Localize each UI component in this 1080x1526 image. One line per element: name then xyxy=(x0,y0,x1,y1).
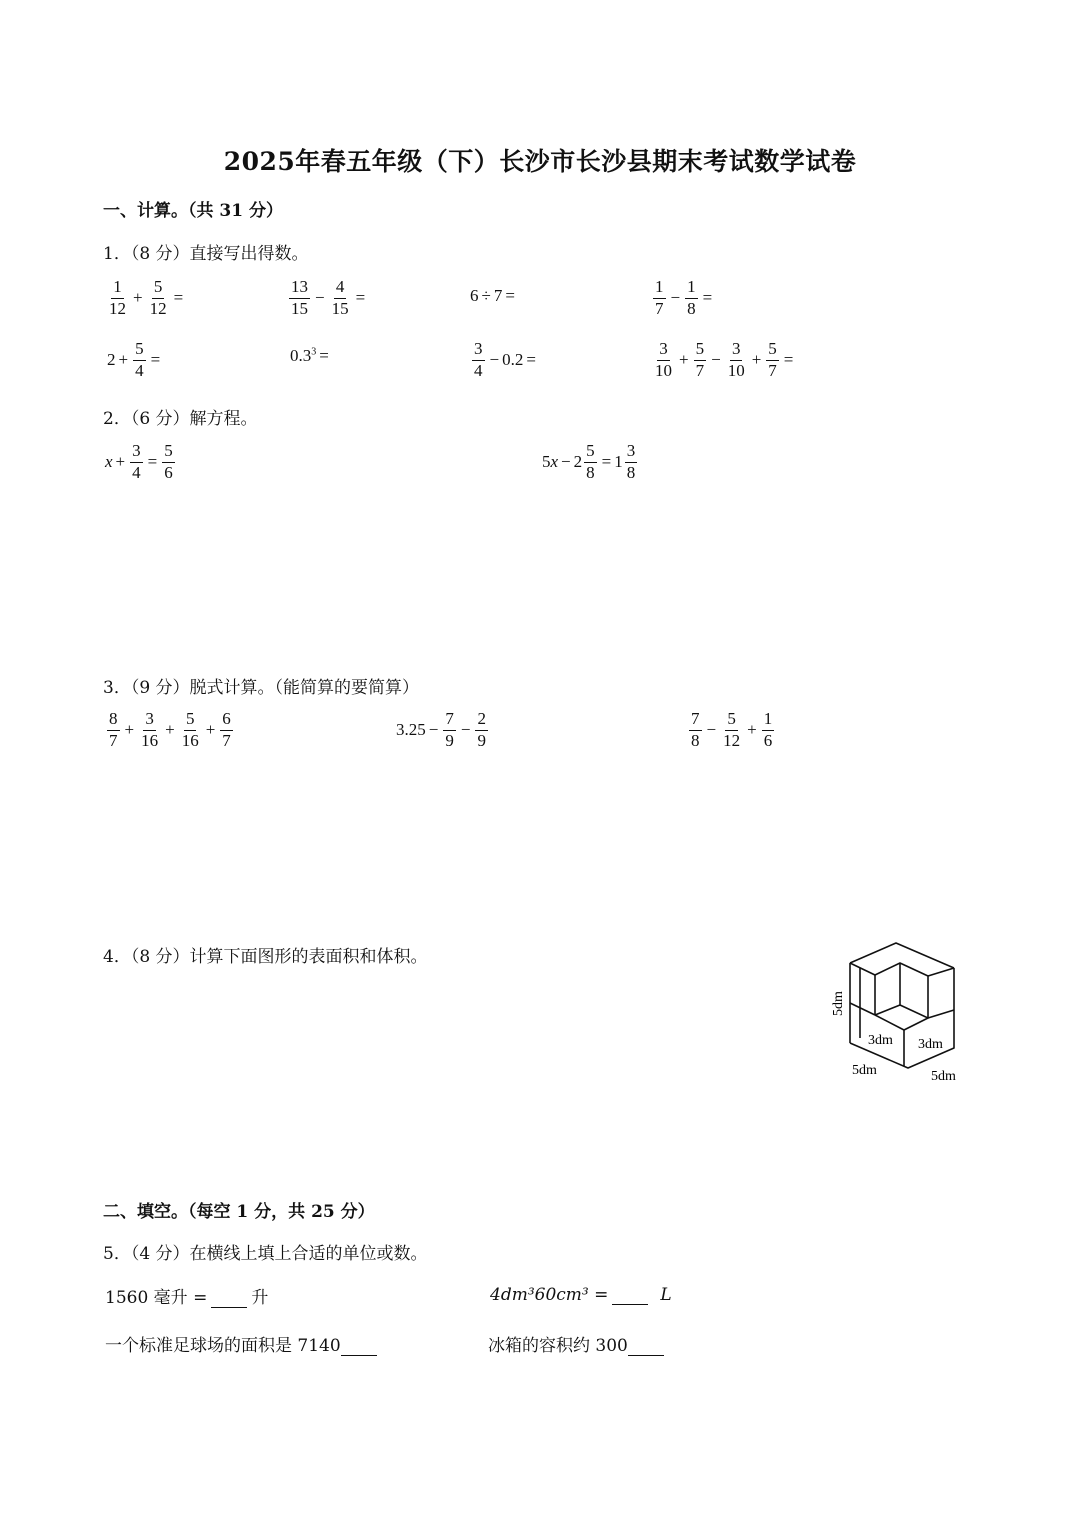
q3-label: 3．（9 分）脱式计算。（能简算的要简算） xyxy=(103,678,420,698)
q2-item-1: x + $\frac{3}{4}$ = $\frac{5}{6}$ xyxy=(105,441,173,482)
q1-item-1: $\frac{1}{12}$ + $\frac{5}{12}$ = xyxy=(109,277,184,318)
section-1-heading: 一、计算。（共 31 分） xyxy=(103,201,283,221)
q5-item-2-blank[interactable] xyxy=(612,1290,648,1305)
figure-label-cut-a: 3dm xyxy=(868,1033,893,1048)
q3-item-3: $\frac{7}{8}$ − $\frac{5}{12}$ + $\frac{1}{6}$ xyxy=(691,709,773,750)
q1-item-8: $\frac{3}{10}$ + $\frac{5}{7}$ − $\frac{3}{10}$ + $\frac{5}{7}$ = xyxy=(655,339,794,380)
q5-item-1-suffix: 升 xyxy=(251,1288,269,1308)
q5-item-1-prefix: 1560 毫升 = xyxy=(105,1288,208,1308)
q4-label: 4．（8 分）计算下面图形的表面积和体积。 xyxy=(103,947,428,967)
figure-label-depth: 5dm xyxy=(931,1069,956,1084)
q1-item-3: 6 ÷ 7 = xyxy=(470,286,515,305)
q3-item-2: 3.25 − $\frac{7}{9}$ − $\frac{2}{9}$ xyxy=(396,709,486,750)
q2-item-2: 5x − 2 $\frac{5}{8}$ = 1 $\frac{3}{8}$ xyxy=(542,441,636,482)
q5-item-2 xyxy=(490,1285,672,1305)
q5-item-1 xyxy=(105,1283,268,1308)
q5-item-2-suffix: L xyxy=(660,1285,672,1305)
q1-item-2: $\frac{13}{15}$ − $\frac{4}{15}$ = xyxy=(291,277,366,318)
q5-label: 5．（4 分）在横线上填上合适的单位或数。 xyxy=(103,1244,428,1264)
page-title: 2025年春五年级（下）长沙市长沙县期末考试数学试卷 xyxy=(223,147,857,176)
q1-item-5: 2 + $\frac{5}{4}$ = xyxy=(107,339,161,380)
figure-label-width: 5dm xyxy=(852,1063,877,1078)
q5-item-2-prefix: 4dm³60cm³ = xyxy=(490,1285,609,1305)
q5-item-4-prefix: 冰箱的容积约 300 xyxy=(488,1336,628,1356)
q5-item-4-blank[interactable] xyxy=(628,1341,664,1356)
q5-item-1-blank[interactable] xyxy=(211,1293,247,1308)
section-2-heading: 二、填空。（每空 1 分，共 25 分） xyxy=(103,1202,375,1222)
q5-item-3-blank[interactable] xyxy=(341,1341,377,1356)
q1-item-6: $0.3^3$ = xyxy=(290,346,329,365)
q1-item-7: $\frac{3}{4}$ − 0.2 = xyxy=(474,339,536,380)
q1-label: 1．（8 分）直接写出得数。 xyxy=(103,244,309,264)
q3-item-1: $\frac{8}{7}$ + $\frac{3}{16}$ + $\frac{5}{16}$ + $\frac{6}{7}$ xyxy=(109,709,231,750)
q5-item-3 xyxy=(105,1331,381,1356)
q2-label: 2．（6 分）解方程。 xyxy=(103,409,258,429)
q5-item-4 xyxy=(488,1331,668,1356)
q5-item-3-prefix: 一个标准足球场的面积是 7140 xyxy=(105,1336,341,1356)
figure-label-height: 5dm xyxy=(831,991,846,1016)
figure-label-cut-b: 3dm xyxy=(918,1037,943,1052)
solid-figure-diagram xyxy=(828,938,973,1088)
q1-item-4: $\frac{1}{7}$ − $\frac{1}{8}$ = xyxy=(655,277,713,318)
